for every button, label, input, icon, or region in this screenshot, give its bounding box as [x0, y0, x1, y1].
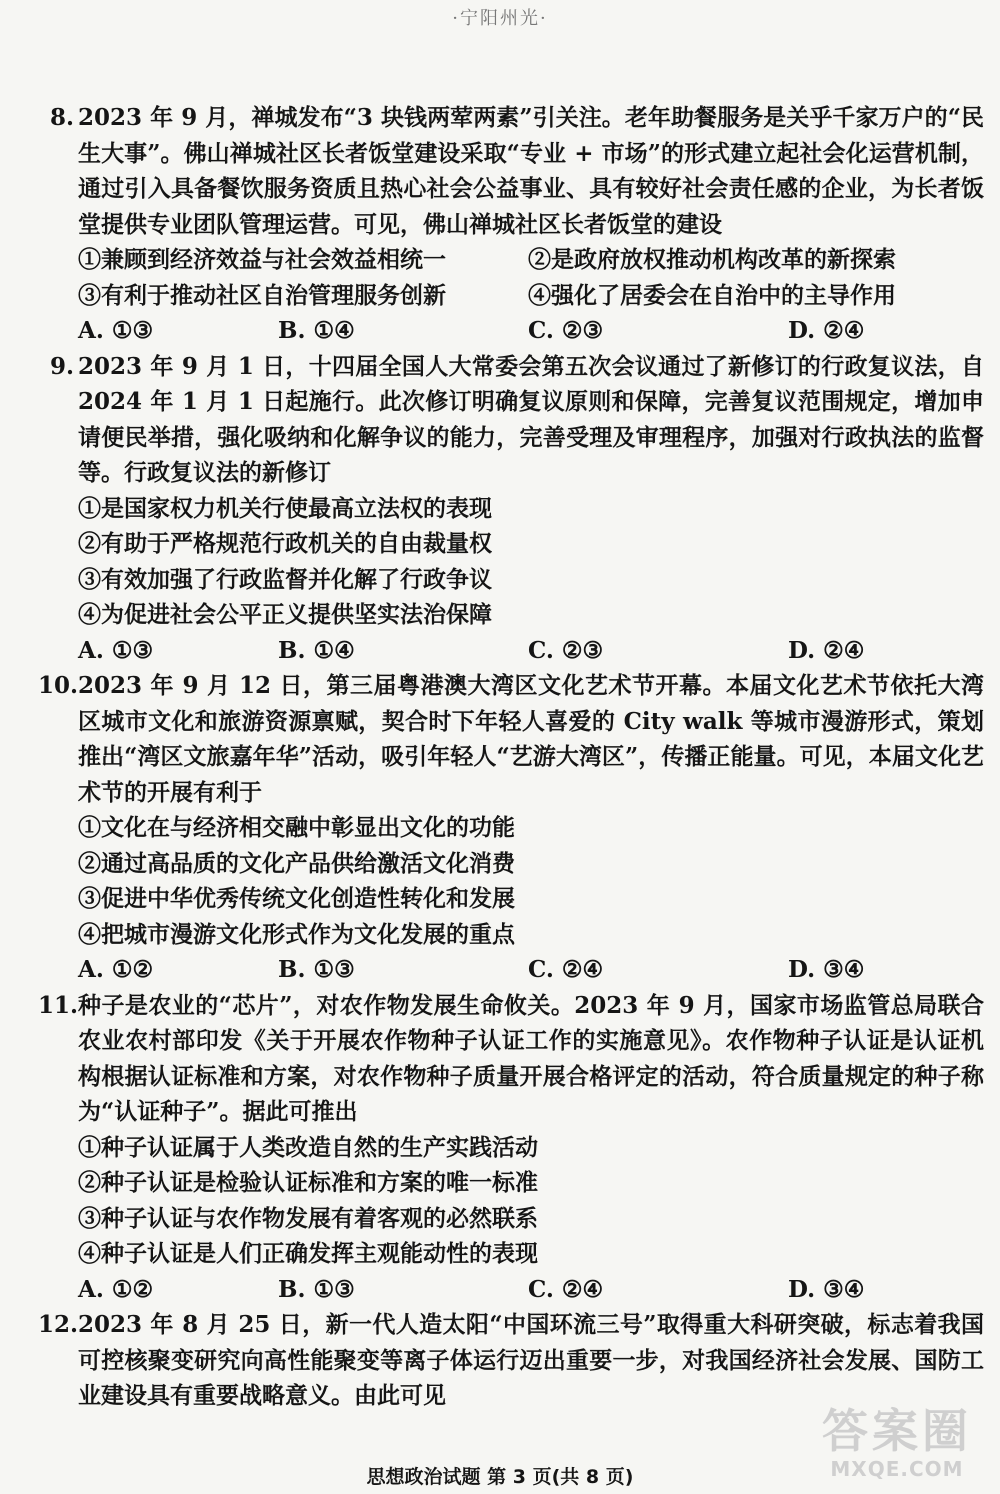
option-item: ③有利于推动社区自治管理服务创新 — [78, 281, 446, 309]
watermark-glyph: 答案圈 — [822, 1404, 972, 1458]
answer-choice-d: D. ③④ — [788, 1275, 865, 1303]
question-9 — [0, 349, 1000, 669]
question-stem: 2023 年 8 月 25 日，新一代人造太阳“中国环流三号”取得重大科研突破，标志着我国可控核聚变研究向高性能聚变等离子体运行迈出重要一步，对我国经济社会发展、国防工业建设具有重要战略意义。由此可见 — [78, 1311, 984, 1409]
option-item: ①是国家权力机关行使最高立法权的表现 — [78, 494, 492, 522]
answer-choices — [78, 952, 1000, 988]
answer-choice-c: C. ②④ — [528, 956, 604, 983]
question-number: 9. — [50, 352, 75, 380]
answer-choice-b: B. ①④ — [278, 317, 355, 344]
top-stamp-text: ·宁阳州光· — [452, 8, 548, 29]
answer-choices — [78, 313, 1000, 349]
exam-page — [0, 100, 1000, 1414]
question-12 — [0, 1307, 1000, 1414]
option-item: ①兼顾到经济效益与社会效益相统一 — [78, 246, 446, 273]
answer-choice-b: B. ①④ — [278, 636, 355, 664]
answer-choice-b: B. ①③ — [278, 956, 355, 983]
question-number: 8. — [50, 104, 75, 131]
question-stem: 2023 年 9 月 12 日，第三届粤港澳大湾区文化艺术节开幕。本届文化艺术节依托大湾区城市文化和旅游资源禀赋，契合时下年轻人喜爱的 City walk 等城市漫游形式，策划推出“湾区文旅嘉年华”活动，吸引年轻人“艺游大湾区”，传播正能量。可见，本届文化艺术节的开展有利于 — [78, 672, 984, 806]
answer-choice-a: A. ①② — [78, 956, 154, 983]
answer-choice-c: C. ②④ — [528, 1275, 604, 1303]
question-11 — [0, 988, 1000, 1308]
option-item: ④种子认证是人们正确发挥主观能动性的表现 — [78, 1240, 538, 1267]
answer-choices — [78, 633, 1000, 669]
answer-choice-a: A. ①③ — [78, 636, 154, 664]
option-list — [78, 242, 984, 313]
question-stem: 2023 年 9 月 1 日，十四届全国人大常委会第五次会议通过了新修订的行政复议法，自 2024 年 1 月 1 日起施行。此次修订明确复议原则和保障，完善复议范围规定，增加申请便民举措，强化吸纳和化解争议的能力，完善受理及审理程序，加强对行政执法的监督等。行政复议法的新修订 — [78, 352, 984, 486]
answer-choice-c: C. ②③ — [528, 317, 604, 344]
question-8 — [0, 100, 1000, 349]
answer-choice-c: C. ②③ — [528, 636, 604, 664]
answer-choice-a: A. ①③ — [78, 317, 154, 344]
option-item: ④把城市漫游文化形式作为文化发展的重点 — [78, 920, 515, 948]
answer-choices — [78, 1272, 1000, 1308]
option-item: ②是政府放权推动机构改革的新探索 — [528, 246, 896, 273]
answer-choice-b: B. ①③ — [278, 1275, 355, 1303]
question-stem: 2023 年 9 月，禅城发布“3 块钱两荤两素”引关注。老年助餐服务是关乎千家万户的“民生大事”。佛山禅城社区长者饭堂建设采取“专业 + 市场”的形式建立起社会化运营机制，通过引入具备餐饮服务资质且热心社会公益事业、具有较好社会责任感的企业，为长者饭堂提供专业团队管理运营。可见，佛山禅城社区长者饭堂的建设 — [78, 104, 984, 238]
option-item: ④为促进社会公平正义提供坚实法治保障 — [78, 601, 492, 628]
question-number: 11. — [38, 991, 79, 1019]
option-item: ④强化了居委会在自治中的主导作用 — [528, 281, 896, 309]
option-item: ②有助于严格规范行政机关的自由裁量权 — [78, 530, 492, 557]
option-item: ③种子认证与农作物发展有着客观的必然联系 — [78, 1204, 538, 1232]
question-number: 10. — [38, 672, 79, 699]
question-number: 12. — [38, 1311, 79, 1338]
question-stem: 种子是农业的“芯片”，对农作物发展生命攸关。2023 年 9 月，国家市场监管总局联合农业农村部印发《关于开展农作物种子认证工作的实施意见》。农作物种子认证是认证机构根据认证标准和方案，对农作物种子质量开展合格评定的活动，符合质量规定的种子称为“认证种子”。据此可推出 — [78, 991, 984, 1125]
question-10 — [0, 668, 1000, 988]
option-item: ③有效加强了行政监督并化解了行政争议 — [78, 565, 492, 593]
page-footer: 思想政治试题 第 3 页(共 8 页) — [366, 1466, 634, 1488]
option-item: ②种子认证是检验认证标准和方案的唯一标准 — [78, 1169, 538, 1196]
option-item: ①种子认证属于人类改造自然的生产实践活动 — [78, 1133, 538, 1161]
watermark-site: MXQE.COM — [830, 1457, 964, 1481]
option-item: ②通过高品质的文化产品供给激活文化消费 — [78, 849, 515, 877]
answer-choice-d: D. ②④ — [788, 317, 865, 344]
option-item: ①文化在与经济相交融中彰显出文化的功能 — [78, 814, 515, 841]
watermark-logo — [812, 1405, 982, 1490]
answer-choice-a: A. ①② — [78, 1275, 154, 1303]
answer-choice-d: D. ②④ — [788, 636, 865, 664]
answer-choice-d: D. ③④ — [788, 956, 865, 983]
option-item: ③促进中华优秀传统文化创造性转化和发展 — [78, 885, 515, 912]
